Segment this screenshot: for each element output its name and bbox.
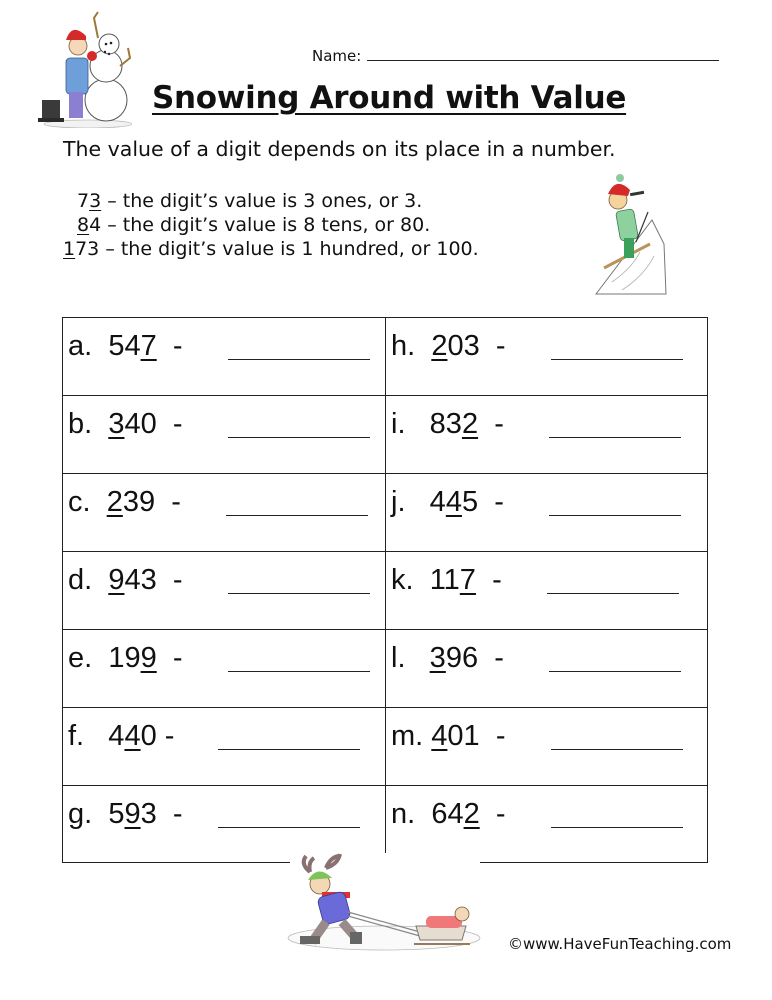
problem-number: 943 xyxy=(108,564,157,596)
problem-letter: m. xyxy=(391,720,424,752)
answer-blank[interactable] xyxy=(228,671,370,672)
problem-m: m. 401 - xyxy=(385,707,708,785)
answer-blank[interactable] xyxy=(228,593,370,594)
problem-letter: h. xyxy=(391,330,416,362)
example-line xyxy=(77,213,430,237)
problem-letter: f. xyxy=(68,720,85,752)
answer-blank[interactable] xyxy=(228,359,370,360)
problem-e: e. 199 - xyxy=(62,629,385,707)
name-input-line[interactable] xyxy=(367,46,719,61)
problem-number: 396 xyxy=(429,642,479,674)
example-explanation: – the digit’s value is 3 ones, or 3. xyxy=(101,190,423,212)
example-number: 173 xyxy=(63,238,100,260)
copyright-text: ©www.HaveFunTeaching.com xyxy=(508,935,732,953)
problem-letter: e. xyxy=(68,642,93,674)
example-number: 73 xyxy=(77,190,102,212)
problem-number: 340 xyxy=(108,408,157,440)
problem-number: 401 xyxy=(431,720,480,752)
problem-number: 642 xyxy=(431,798,480,830)
problem-number: 593 xyxy=(108,798,157,830)
problem-i: i. 832 - xyxy=(385,395,708,473)
problem-letter: c. xyxy=(68,486,91,518)
name-field-row xyxy=(312,46,719,65)
problem-number: 199 xyxy=(108,642,157,674)
problem-letter: d. xyxy=(68,564,93,596)
example-number: 84 xyxy=(77,214,102,236)
problem-letter: j. xyxy=(391,486,406,518)
problem-d: d. 943 - xyxy=(62,551,385,629)
problem-number: 117 xyxy=(429,564,476,596)
problem-j: j. 445 - xyxy=(385,473,708,551)
example-explanation: – the digit’s value is 8 tens, or 80. xyxy=(101,214,431,236)
problem-letter: i. xyxy=(391,408,406,440)
problem-letter: g. xyxy=(68,798,93,830)
problem-k: k. 117 - xyxy=(385,551,708,629)
problem-number: 203 xyxy=(431,330,480,362)
problem-b: b. 340 - xyxy=(62,395,385,473)
answer-blank[interactable] xyxy=(549,515,681,516)
answer-blank[interactable] xyxy=(551,359,683,360)
skier-icon xyxy=(592,172,672,296)
problem-number: 239 xyxy=(106,486,156,518)
answer-blank[interactable] xyxy=(551,749,683,750)
page-title: Snowing Around with Value xyxy=(152,80,627,116)
example-line xyxy=(77,189,422,213)
problem-number: 445 xyxy=(429,486,479,518)
answer-blank[interactable] xyxy=(549,437,681,438)
problem-grid xyxy=(62,317,708,862)
example-line xyxy=(63,237,479,261)
problem-letter: b. xyxy=(68,408,93,440)
answer-blank[interactable] xyxy=(228,437,370,438)
problem-letter: l. xyxy=(391,642,406,674)
sled-puller-icon xyxy=(286,850,482,954)
problem-a: a. 547 - xyxy=(62,317,385,395)
name-label: Name: xyxy=(312,47,362,65)
problem-number: 440 xyxy=(108,720,157,752)
problem-c: c. 239 - xyxy=(62,473,385,551)
answer-blank[interactable] xyxy=(226,515,368,516)
snowman-and-child-icon xyxy=(36,8,132,128)
answer-blank[interactable] xyxy=(547,593,679,594)
problem-g: g. 593 - xyxy=(62,785,385,863)
problem-h: h. 203 - xyxy=(385,317,708,395)
intro-text: The value of a digit depends on its place in a number. xyxy=(63,137,616,161)
answer-blank[interactable] xyxy=(218,749,360,750)
problem-letter: n. xyxy=(391,798,416,830)
answer-blank[interactable] xyxy=(218,827,360,828)
problem-l: l. 396 - xyxy=(385,629,708,707)
problem-letter: k. xyxy=(391,564,414,596)
example-explanation: – the digit’s value is 1 hundred, or 100. xyxy=(99,238,479,260)
problem-letter: a. xyxy=(68,330,93,362)
problem-number: 832 xyxy=(429,408,479,440)
answer-blank[interactable] xyxy=(551,827,683,828)
problem-number: 547 xyxy=(108,330,157,362)
problem-f: f. 440 - xyxy=(62,707,385,785)
problem-n: n. 642 - xyxy=(385,785,708,863)
answer-blank[interactable] xyxy=(549,671,681,672)
